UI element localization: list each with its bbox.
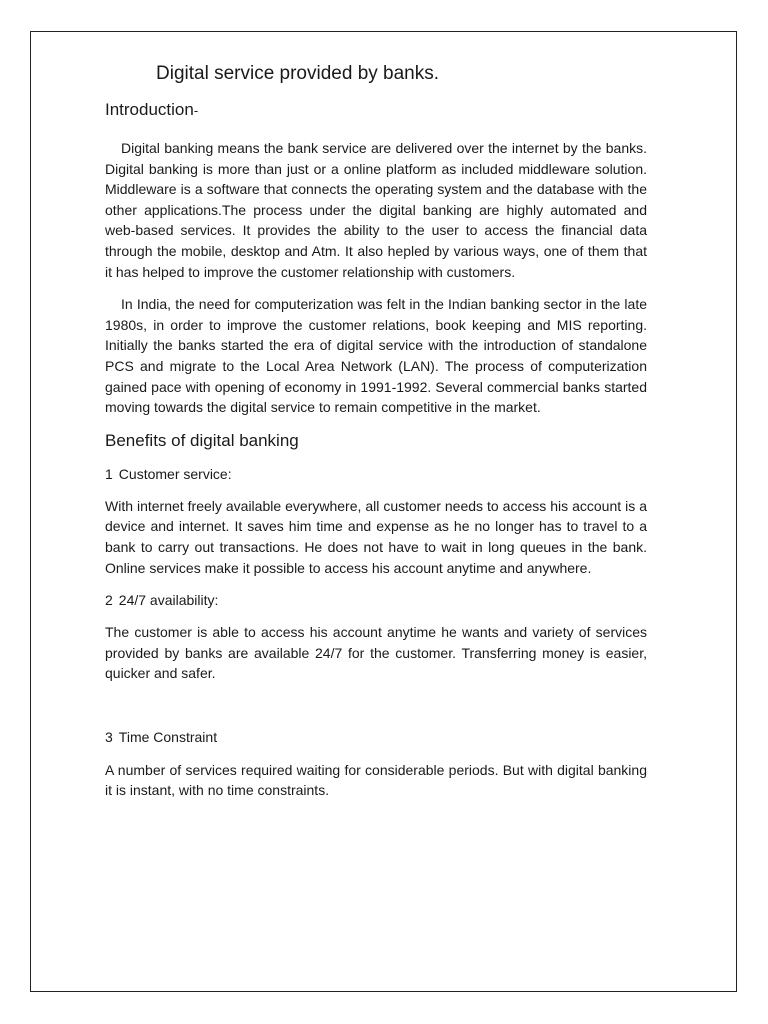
benefit-item-2-title: 24/7 availability: <box>118 592 219 609</box>
benefit-item-1-title: Customer service: <box>118 465 232 482</box>
benefit-item-2-number: 2 <box>105 592 113 609</box>
benefit-item-2-heading <box>105 590 647 610</box>
benefit-item-3-title: Time Constraint <box>118 728 218 745</box>
benefit-item-2-body: The customer is able to access his account anytime he wants and variety of services provided by banks are available 24/7 for the customer. Transferring money is easier, quicker and safer. <box>105 624 647 682</box>
benefit-item-3-body: A number of services required waiting for considerable periods. But with digital banking it is instant, with no time constraints. <box>105 761 647 799</box>
benefit-item-1-number: 1 <box>105 465 113 482</box>
benefit-item-1-heading <box>105 464 647 484</box>
benefits-heading: Benefits of digital banking <box>105 430 299 450</box>
introduction-paragraph-1: Digital banking means the bank service are delivered over the internet by the banks. Digital banking is more than just or a online platform as included middleware solution. Middleware is a software that connects the operating system and the database with the other applications.The process under the digital banking are highly automated and web-based services. It provides the ability to the user to access the financial data through the mobile, desktop and Atm. It also hepled by various ways, one of them that it has helped to improve the customer relationship with customers. <box>105 140 647 280</box>
document-content <box>105 62 647 801</box>
introduction-heading <box>105 99 647 122</box>
benefit-item-3-heading <box>105 727 647 747</box>
document-title: Digital service provided by banks. <box>156 63 440 84</box>
introduction-paragraph-2: In India, the need for computerization was felt in the Indian banking sector in the late 1980s, in order to improve the customer relations, book keeping and MIS reporting. Initially the banks started the era of digital service with the introduction of standalone PCS and migrate to the Local Area Network (LAN). The process of computerization gained pace with opening of economy in 1991-1992. Several commercial banks started moving towards the digital service to remain competitive in the market. <box>105 296 647 416</box>
benefit-item-3-number: 3 <box>105 728 113 745</box>
benefit-item-1-body: With internet freely available everywhere, all customer needs to access his account is a device and internet. It saves him time and expense as he no longer has to travel to a bank to carry out transactions. He does not have to wait in long queues in the bank. Online services make it possible to access his account anytime and anywhere. <box>105 497 647 576</box>
introduction-heading-suffix: - <box>193 103 199 118</box>
introduction-heading-text: Introduction <box>105 100 194 119</box>
